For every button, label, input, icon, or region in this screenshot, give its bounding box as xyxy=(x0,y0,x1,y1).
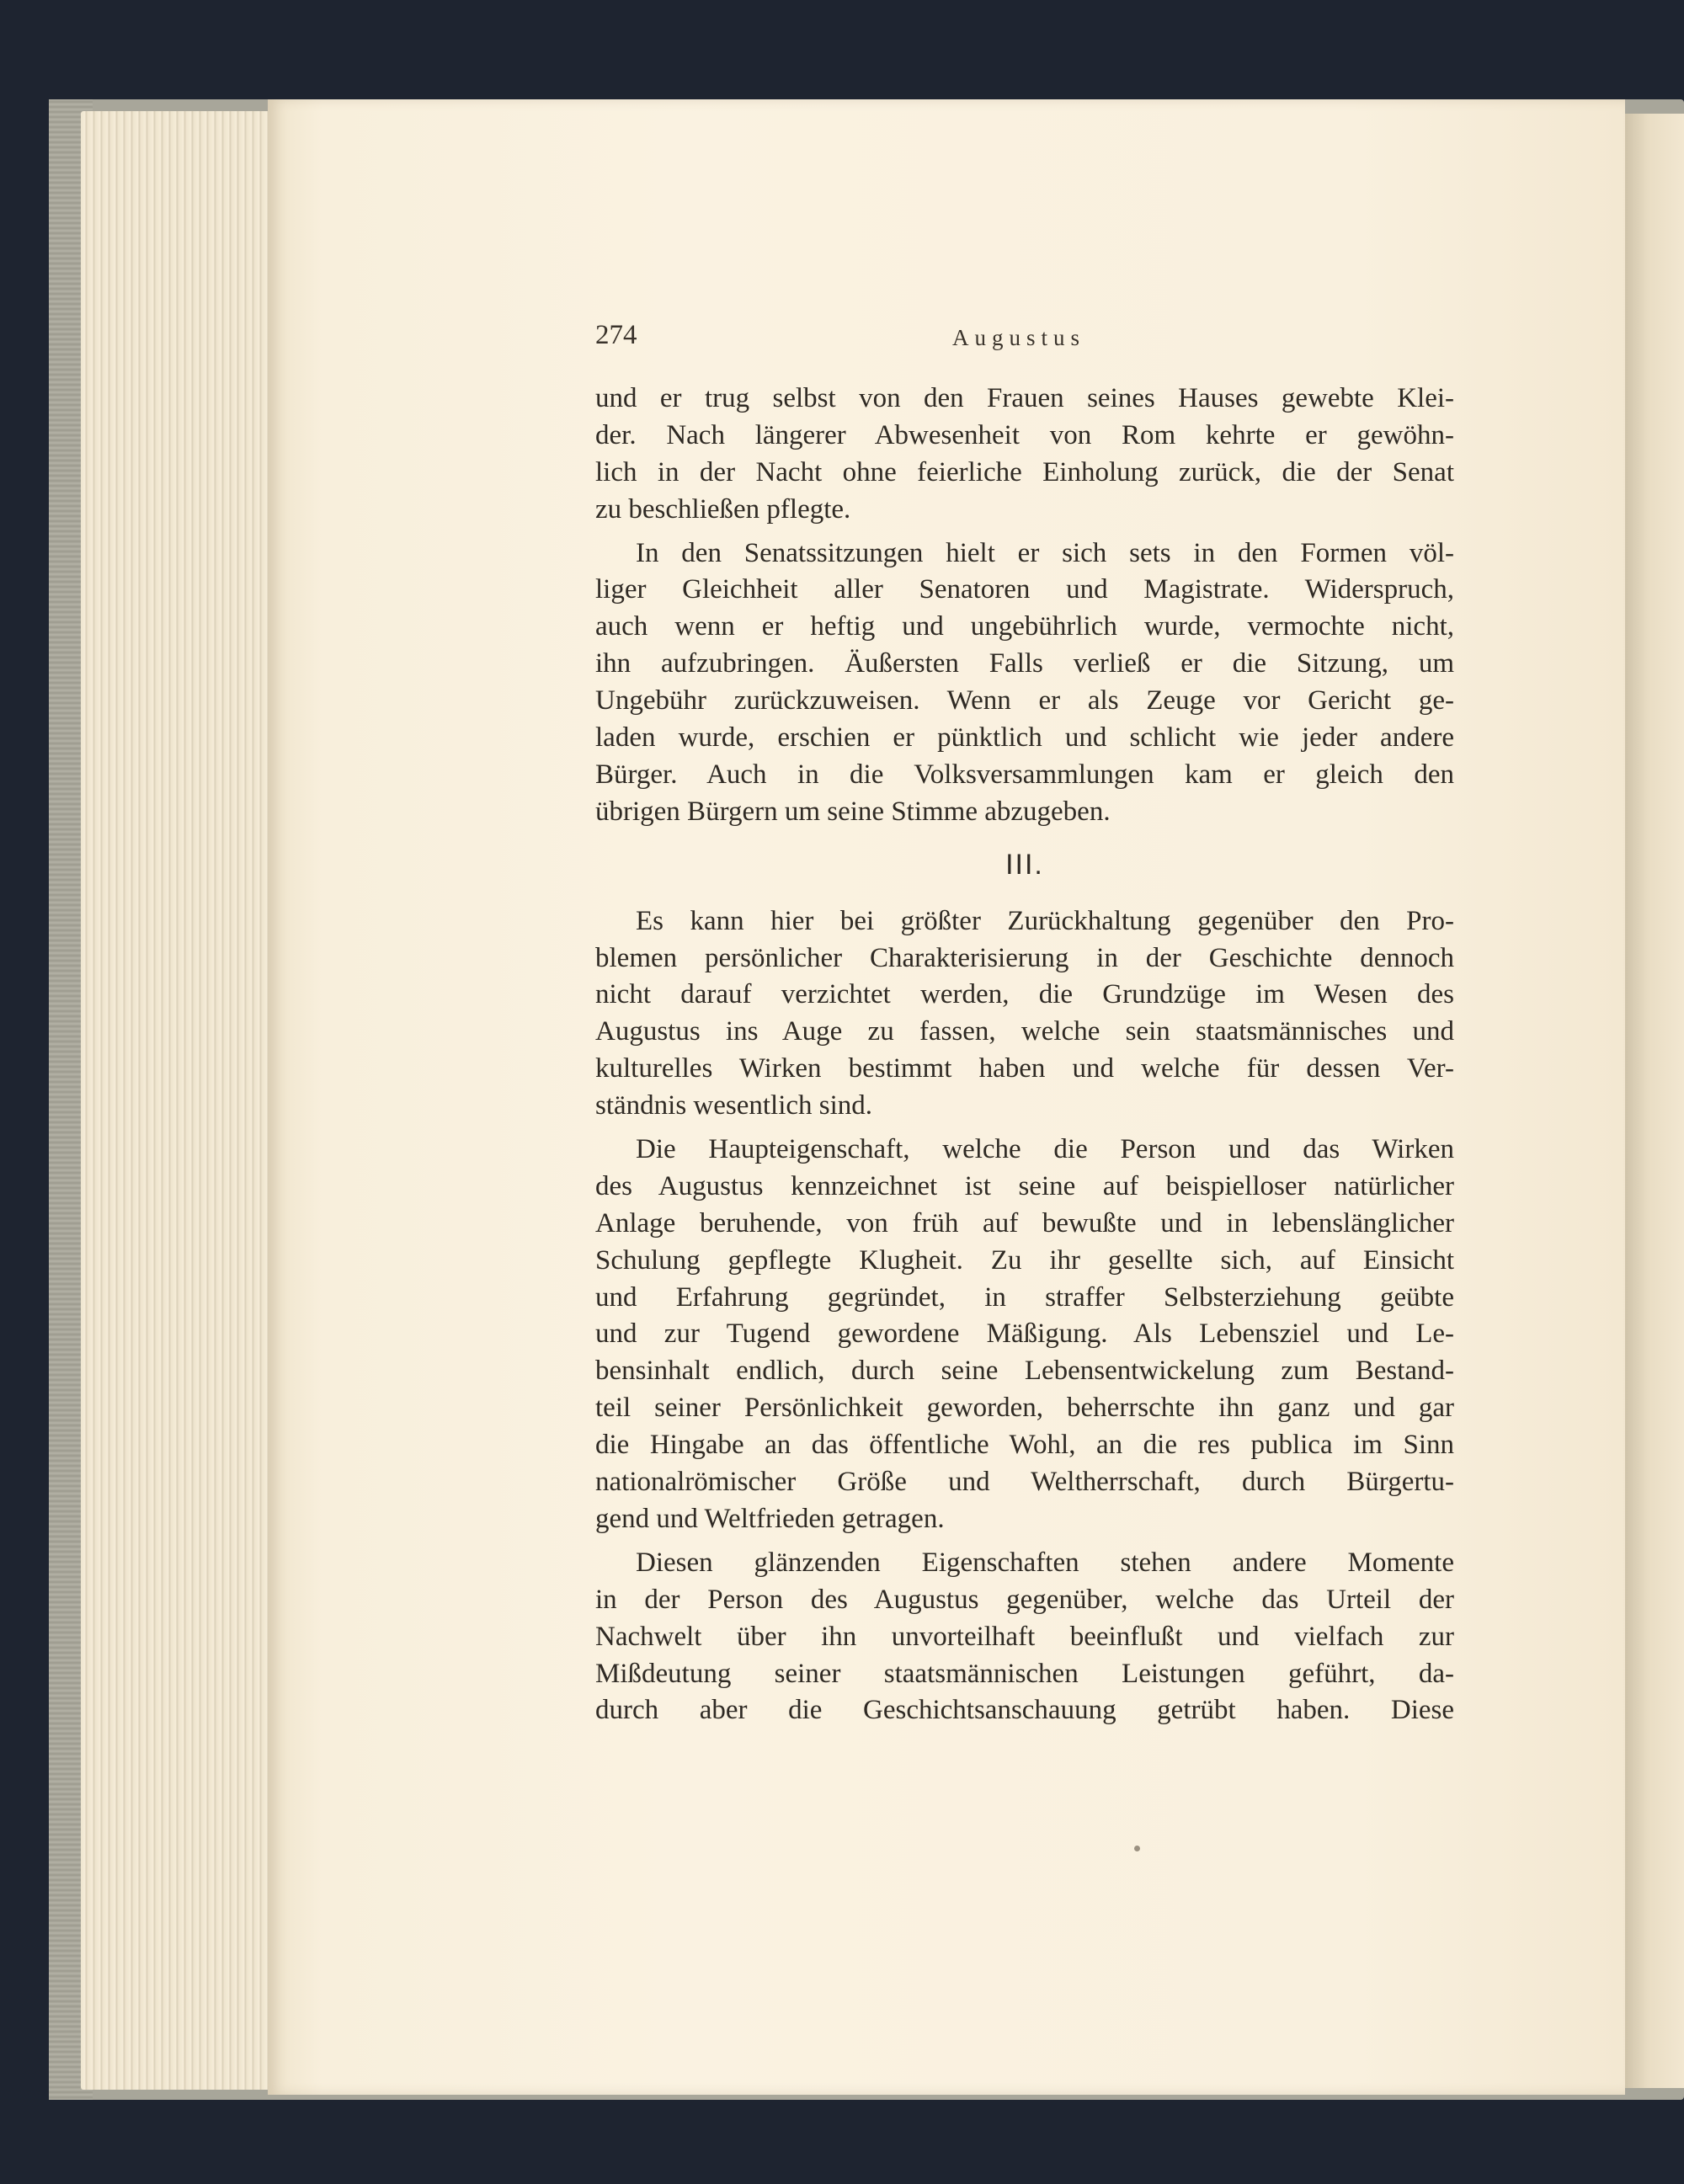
text-line: Diesen glänzenden Eigenschaften stehen andere Momente xyxy=(636,1547,1454,1578)
text-line: Bürger. Auch in die Volksversammlungen kam er gleich den xyxy=(595,759,1454,790)
text-line: und Erfahrung gegründet, in straffer Selbsterziehung geübte xyxy=(595,1281,1454,1313)
paragraph xyxy=(595,1132,1454,1538)
text-line: Die Haupteigenschaft, welche die Person und das Wirken xyxy=(636,1134,1454,1165)
text-line: des Augustus kennzeichnet ist seine auf beispielloser natürlicher xyxy=(595,1170,1454,1201)
text-line: bensinhalt endlich, durch seine Lebensentwickelung zum Bestand- xyxy=(595,1356,1454,1387)
text-line: Es kann hier bei größter Zurückhaltung gegenüber den Pro- xyxy=(636,905,1454,936)
page-edges xyxy=(81,111,283,2090)
text-line: auch wenn er heftig und ungebührlich wurde, vermochte nicht, xyxy=(595,611,1454,642)
running-head xyxy=(595,320,1454,362)
text-line: teil seiner Persönlichkeit geworden, beherrschte ihn ganz und gar xyxy=(595,1393,1454,1424)
text-line: lich in der Nacht ohne feierliche Einholung zurück, die der Senat xyxy=(595,456,1454,487)
text-line: blemen persönlicher Charakterisierung in der Geschichte dennoch xyxy=(595,942,1454,973)
text-line: Anlage beruhende, von früh auf bewußte und in lebenslänglicher xyxy=(595,1207,1454,1238)
text-line: übrigen Bürgern um seine Stimme abzugeben. xyxy=(595,796,1111,827)
text-line: und zur Tugend gewordene Mäßigung. Als Lebensziel und Le- xyxy=(595,1318,1454,1350)
text-line: nicht darauf verzichtet werden, die Grundzüge im Wesen des xyxy=(595,979,1454,1010)
body-text xyxy=(595,381,1454,1729)
text-line: kulturelles Wirken bestimmt haben und welche für dessen Ver- xyxy=(595,1053,1454,1084)
paragraph-gap xyxy=(595,529,1454,535)
running-title: Augustus xyxy=(952,325,1086,350)
text-line: und er trug selbst von den Frauen seines Hauses gewebte Klei- xyxy=(595,383,1454,413)
text-line: nationalrömischer Größe und Weltherrschaft, durch Bürgertu- xyxy=(595,1467,1454,1498)
text-line: laden wurde, erschien er pünktlich und schlicht wie jeder andere xyxy=(595,722,1454,754)
paragraph-gap xyxy=(595,1125,1454,1132)
page-number: 274 xyxy=(595,320,637,350)
paragraph xyxy=(595,903,1454,1125)
text-line: durch aber die Geschichtsanschauung getrübt haben. Diese xyxy=(595,1695,1454,1726)
text-line: ihn aufzubringen. Äußersten Falls verließ er die Sitzung, um xyxy=(595,648,1454,679)
paragraph xyxy=(595,535,1454,831)
text-line: liger Gleichheit aller Senatoren und Magistrate. Widerspruch, xyxy=(595,574,1454,605)
text-line: zu beschließen pflegte. xyxy=(595,493,851,525)
text-line: In den Senatssitzungen hielt er sich sets in den Formen völ- xyxy=(636,537,1454,568)
text-line: die Hingabe an das öffentliche Wohl, an die res publica im Sinn xyxy=(595,1430,1454,1461)
paragraph-gap xyxy=(595,1538,1454,1545)
text-line: der. Nach längerer Abwesenheit von Rom kehrte er gewöhn- xyxy=(595,419,1454,450)
text-line: Augustus ins Auge zu fassen, welche sein staatsmännisches und xyxy=(595,1016,1454,1047)
text-line: in der Person des Augustus gegenüber, welche das Urteil der xyxy=(595,1584,1454,1615)
text-line: Ungebühr zurückzuweisen. Wenn er als Zeuge vor Gericht ge- xyxy=(595,685,1454,716)
paragraph xyxy=(595,381,1454,529)
text-line: Nachwelt über ihn unvorteilhaft beeinflußt und vielfach zur xyxy=(595,1621,1454,1652)
text-line: ständnis wesentlich sind. xyxy=(595,1090,873,1121)
next-page-edge xyxy=(1625,114,1684,2088)
text-line: Schulung gepflegte Klugheit. Zu ihr gesellte sich, auf Einsicht xyxy=(595,1244,1454,1276)
text-line: gend und Weltfrieden getragen. xyxy=(595,1503,945,1534)
section-heading: III. xyxy=(1005,848,1044,881)
text-line: Mißdeutung seiner staatsmännischen Leistungen geführt, da- xyxy=(595,1658,1454,1689)
paper-speck xyxy=(1134,1846,1140,1851)
paragraph xyxy=(595,1545,1454,1729)
